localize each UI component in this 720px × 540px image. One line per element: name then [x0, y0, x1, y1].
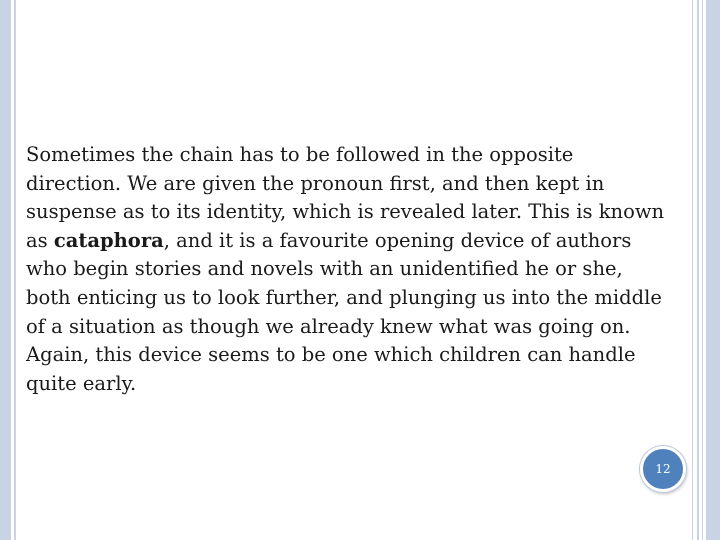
page-number: 12 [655, 462, 671, 476]
slide-body-text [26, 141, 666, 398]
right-border-line-2 [697, 0, 699, 540]
right-border-line-3 [702, 0, 703, 540]
right-border-band [706, 0, 720, 540]
left-border-band [0, 0, 11, 540]
left-border-line [14, 0, 16, 540]
page-number-badge [640, 446, 686, 492]
right-border-line-1 [692, 0, 693, 540]
body-text-after-term: , and it is a favourite opening device of authors who begin stories and novels with an unidentified he or she, both enticing us to look further, and plunging us into the middle of a situation as though we already knew what was going on. Again, this device seems to be one which children can handle quite early. [26, 228, 662, 395]
body-text-term-cataphora: cataphora [53, 228, 164, 252]
body-text-before-term: Sometimes the chain has to be followed in the opposite direction. We are given the pronoun first, and then kept in suspense as to its identity, which is revealed later. This is known as [26, 143, 665, 252]
